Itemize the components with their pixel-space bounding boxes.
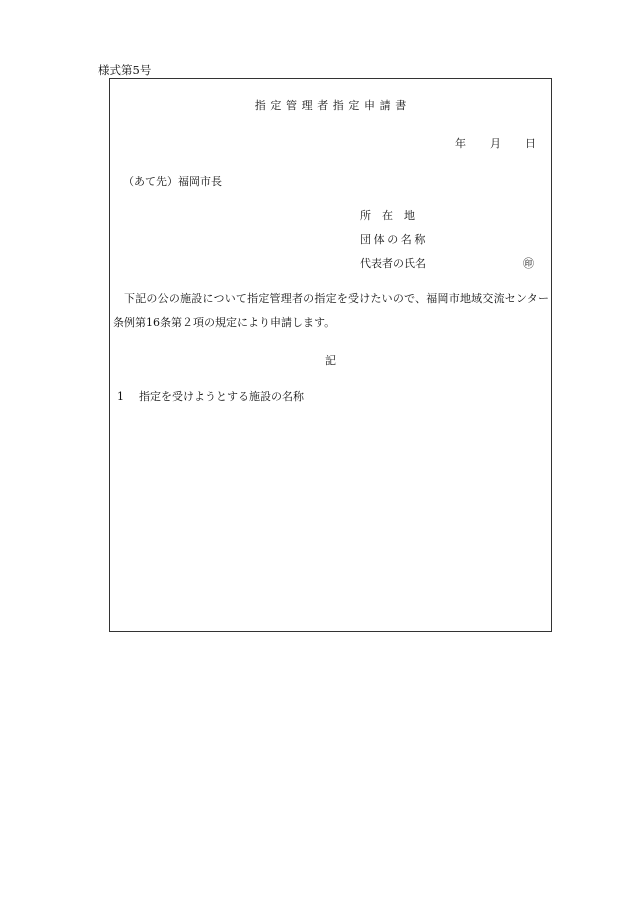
application-body-text: 下記の公の施設について指定管理者の指定を受けたいので、福岡市地域交流センター条例第16条第２項の規定により申請します。 xyxy=(113,292,549,329)
applicant-org-name-label: 団体の名称 xyxy=(360,233,428,246)
document-title: 指定管理者指定申請書 xyxy=(254,99,411,112)
addressee: （あて先）福岡市長 xyxy=(123,175,222,188)
section-heading: 記 xyxy=(325,354,336,367)
item-text: 指定を受けようとする施設の名称 xyxy=(139,390,304,403)
application-form-frame xyxy=(109,78,552,632)
item-number: 1 xyxy=(117,390,124,403)
applicant-representative-label: 代表者の氏名 xyxy=(360,257,426,270)
form-number: 様式第5号 xyxy=(98,63,152,77)
applicant-address-label: 所在地 xyxy=(360,209,426,222)
seal-mark: ㊞ xyxy=(523,257,534,270)
date-year-label: 年 xyxy=(455,137,466,150)
date-day-label: 日 xyxy=(525,137,536,150)
date-month-label: 月 xyxy=(490,137,501,150)
